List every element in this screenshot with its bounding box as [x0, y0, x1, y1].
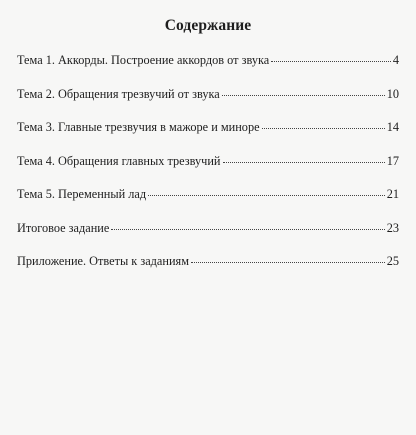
toc-entry: [17, 120, 399, 154]
dot-leader: [191, 262, 385, 263]
dot-leader: [148, 195, 385, 196]
toc-entry-label: Приложение. Ответы к заданиям: [17, 254, 189, 268]
toc-entry-page: 10: [386, 86, 399, 101]
toc-entry-label: Тема 4. Обращения главных трезвучий: [17, 153, 221, 168]
toc-entry-page: 14: [386, 120, 399, 134]
toc-title: Содержание: [164, 17, 252, 34]
toc-entry-page: 23: [386, 220, 399, 235]
toc-entry: [17, 154, 399, 188]
dot-leader: [111, 229, 384, 230]
toc-entry: [17, 254, 399, 288]
toc-entry-page: 17: [386, 153, 399, 168]
dot-leader: [222, 95, 385, 96]
toc-entry: [17, 187, 399, 221]
dot-leader: [262, 128, 385, 129]
toc-entry-label: Тема 2. Обращения трезвучий от звука: [17, 86, 220, 101]
toc-entry-label: Тема 1. Аккорды. Построение аккордов от звука: [17, 53, 270, 67]
dot-leader: [271, 61, 391, 62]
toc-entry-page: 4: [392, 53, 399, 67]
toc-entry-page: 25: [386, 254, 399, 268]
dot-leader: [223, 162, 385, 163]
toc-entry-page: 21: [386, 187, 399, 201]
toc-entry-label: Тема 5. Переменный лад: [17, 187, 147, 201]
toc-list: [17, 53, 399, 288]
toc-entry-label: Тема 3. Главные трезвучия в мажоре и миноре: [17, 120, 260, 134]
toc-entry-label: Итоговое задание: [17, 220, 110, 235]
toc-entry: [17, 53, 399, 87]
toc-entry: [17, 87, 399, 121]
toc-entry: [17, 221, 399, 255]
